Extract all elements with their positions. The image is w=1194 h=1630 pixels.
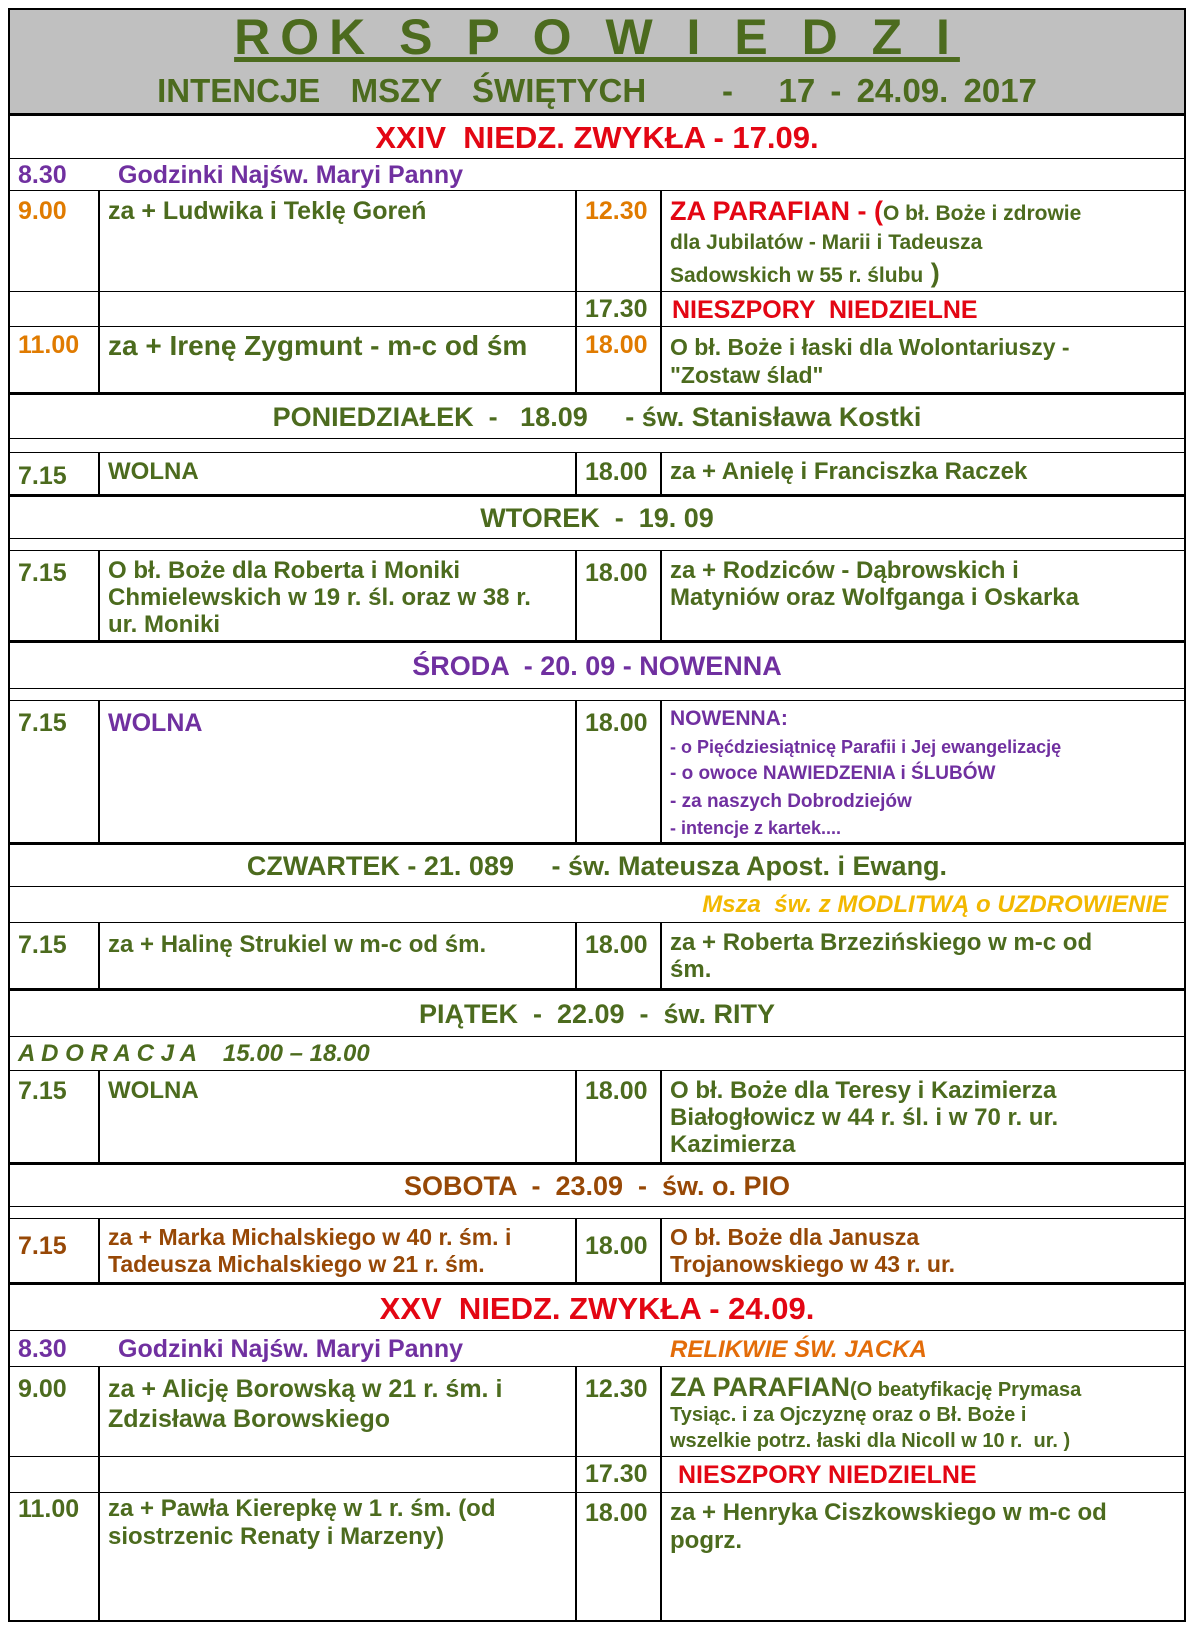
time: 18.00 [585, 1232, 648, 1260]
friday-row [10, 1070, 1184, 1162]
intention-text: za + Alicję Borowską w 21 r. śm. i [108, 1375, 503, 1403]
intention-text: siostrzenic Renaty i Marzeny) [108, 1523, 445, 1550]
time: 11.00 [18, 1495, 80, 1523]
time: 7.15 [18, 1232, 67, 1260]
intention-text: ZA PARAFIAN - (O bł. Boże i zdrowie [670, 196, 1082, 226]
intention-text: Sadowskich w 55 r. ślubu ) [670, 258, 940, 288]
novena-item: - za naszych Dobrodziejów [670, 791, 912, 812]
intention-text: Zdzisława Borowskiego [108, 1405, 391, 1433]
thursday-heading: CZWARTEK - 21. 089 - św. Mateusza Apost. i Ewang. [10, 842, 1184, 886]
sunday-2-heading: XXV NIEDZ. ZWYKŁA - 24.09. [10, 1282, 1184, 1330]
adoration-note: A D O R A C J A 15.00 – 18.00 [18, 1040, 370, 1067]
intention-text: Matyniów oraz Wolfganga i Oskarka [670, 584, 1079, 611]
time: 7.15 [18, 559, 67, 587]
time: 12.30 [585, 197, 648, 225]
friday-adoration-row [10, 1036, 1184, 1070]
intention-text: za + Roberta Brzezińskiego w m-c od [670, 929, 1093, 956]
time: 18.00 [585, 331, 648, 359]
sunday-2-row-3 [10, 1492, 1184, 1620]
time: 7.15 [18, 462, 67, 490]
intention-text: Chmielewskich w 19 r. śl. oraz w 38 r. [108, 584, 531, 611]
time: 7.15 [18, 709, 67, 737]
monday-row [10, 452, 1184, 494]
intention-text: Trojanowskiego w 43 r. ur. [670, 1251, 956, 1277]
time: 8.30 [18, 161, 67, 189]
sunday-1-row-2 [10, 291, 1184, 326]
time: 7.15 [18, 1077, 67, 1105]
spacer [10, 688, 1184, 700]
spacer [10, 1206, 1184, 1218]
mass-intentions-sheet [8, 8, 1186, 1622]
intention-text: "Zostaw ślad" [670, 362, 824, 388]
page-subtitle: INTENCJE MSZY ŚWIĘTYCH - 17 - 24.09. 2017 [157, 72, 1037, 109]
page-title: ROK S P O W I E D Z I [234, 9, 960, 65]
friday-heading: PIĄTEK - 22.09 - św. RITY [10, 988, 1184, 1036]
time: 8.30 [18, 1335, 67, 1363]
time: 17.30 [585, 1460, 648, 1488]
time: 12.30 [585, 1375, 648, 1403]
novena-title: NOWENNA: [670, 707, 788, 730]
sunday-2-row-2 [10, 1456, 1184, 1492]
intention-text: śm. [670, 956, 712, 983]
header [10, 10, 1184, 116]
intention-text: O bł. Boże dla Teresy i Kazimierza [670, 1077, 1057, 1104]
intention-text: ZA PARAFIAN(O beatyfikację Prymasa [670, 1372, 1082, 1402]
intention-text: za + Pawła Kierepkę w 1 r. śm. (od [108, 1495, 496, 1522]
time: 9.00 [18, 1375, 67, 1403]
wednesday-heading: ŚRODA - 20. 09 - NOWENNA [10, 640, 1184, 688]
wednesday-row [10, 700, 1184, 842]
intention-text: Kazimierza [670, 1131, 796, 1158]
intention-text: Białogłowicz w 44 r. śl. i w 70 r. ur. [670, 1104, 1059, 1131]
intention-text: za + Anielę i Franciszka Raczek [670, 458, 1028, 485]
tuesday-row [10, 550, 1184, 640]
spacer [10, 538, 1184, 550]
intention-text: wszelkie potrz. łaski dla Nicoll w 10 r. ur. ) [670, 1430, 1071, 1452]
thursday-note-row [10, 886, 1184, 922]
healing-prayer-note: Msza św. z MODLITWĄ o UZDROWIENIE [702, 891, 1168, 918]
sunday-2-row-1 [10, 1366, 1184, 1456]
spacer [10, 438, 1184, 452]
intention-text: WOLNA [108, 1077, 199, 1104]
intention-text: Godzinki Najśw. Maryi Panny [118, 161, 463, 189]
novena-item: - o Pięćdziesiątnicę Parafii i Jej ewangelizację [670, 737, 1062, 757]
sunday-1-row-3 [10, 326, 1184, 392]
time: 18.00 [585, 709, 648, 737]
sunday-1-godzinki-row [10, 158, 1184, 190]
tuesday-heading: WTOREK - 19. 09 [10, 494, 1184, 538]
thursday-row [10, 922, 1184, 988]
time: 11.00 [18, 331, 80, 359]
intention-text: O bł. Boże i łaski dla Wolontariuszy - [670, 334, 1070, 360]
time: 17.30 [585, 295, 648, 323]
intention-text: WOLNA [108, 458, 199, 485]
intention-text: Tysiąc. i za Ojczyznę oraz o Bł. Boże i [670, 1404, 1027, 1426]
intention-text: O bł. Boże dla Janusza [670, 1224, 920, 1250]
intention-text: NIESZPORY NIEDZIELNE [672, 296, 978, 324]
intention-text: WOLNA [108, 709, 203, 737]
saturday-heading: SOBOTA - 23.09 - św. o. PIO [10, 1162, 1184, 1206]
intention-text: pogrz. [670, 1527, 742, 1554]
novena-item: - o owoce NAWIEDZENIA i ŚLUBÓW [670, 763, 996, 784]
intention-text: ur. Moniki [108, 611, 221, 638]
intention-text: za + Halinę Strukiel w m-c od śm. [108, 931, 487, 958]
intention-text: za + Rodziców - Dąbrowskich i [670, 557, 1019, 584]
sunday-1-heading: XXIV NIEDZ. ZWYKŁA - 17.09. [375, 120, 819, 155]
time: 18.00 [585, 1499, 648, 1527]
time: 18.00 [585, 1077, 648, 1105]
intention-text: za + Marka Michalskiego w 40 r. śm. i [108, 1224, 512, 1250]
time: 9.00 [18, 197, 67, 225]
time: 7.15 [18, 931, 67, 959]
intention-text: O bł. Boże dla Roberta i Moniki [108, 557, 461, 584]
intention-text: Tadeusza Michalskiego w 21 r. śm. [108, 1251, 485, 1277]
intention-text: NIESZPORY NIEDZIELNE [678, 1461, 977, 1489]
time: 18.00 [585, 931, 648, 959]
sunday-1-row-1 [10, 190, 1184, 291]
intention-text: za + Ludwika i Teklę Goreń [108, 197, 427, 225]
sunday-2-godzinki-row [10, 1330, 1184, 1366]
intention-text: dla Jubilatów - Marii i Tadeusza [670, 231, 983, 254]
intention-text: Godzinki Najśw. Maryi Panny [118, 1335, 463, 1363]
intention-text: za + Henryka Ciszkowskiego w m-c od [670, 1499, 1107, 1526]
saturday-row [10, 1218, 1184, 1282]
relics-note: RELIKWIE ŚW. JACKA [670, 1336, 927, 1363]
time: 18.00 [585, 458, 648, 486]
monday-heading: PONIEDZIAŁEK - 18.09 - św. Stanisława Kostki [10, 392, 1184, 438]
intention-text: za + Irenę Zygmunt - m-c od śm [108, 330, 528, 361]
novena-item: - intencje z kartek.... [670, 818, 842, 838]
time: 18.00 [585, 559, 648, 587]
